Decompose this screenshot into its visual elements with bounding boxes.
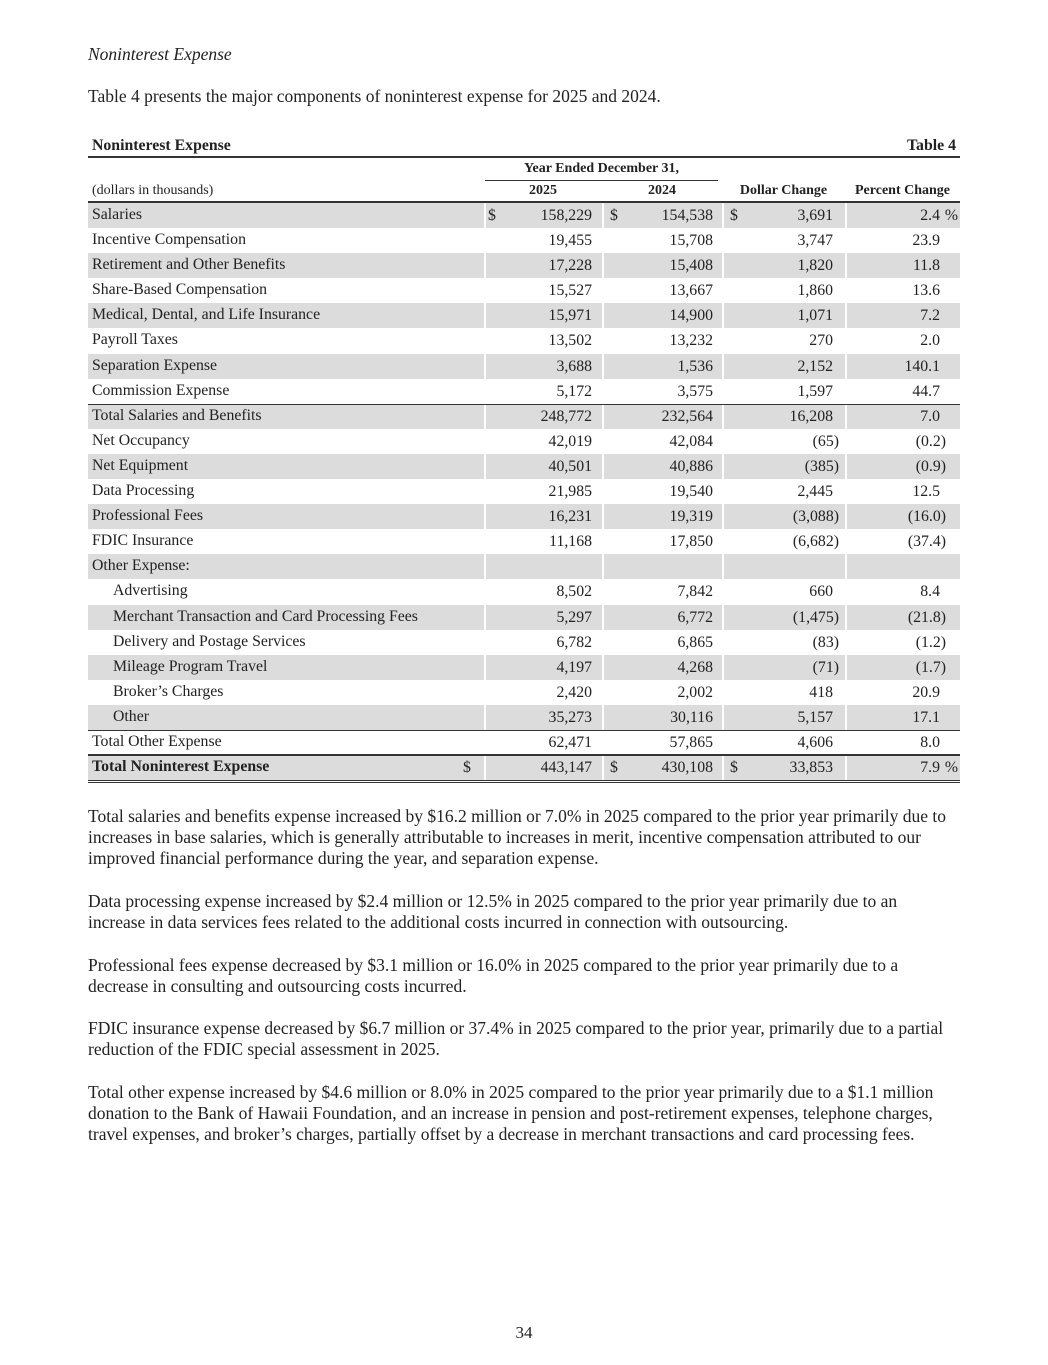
cell-value: (0.2)	[915, 432, 946, 450]
paragraph-data-processing	[88, 891, 946, 933]
currency-symbol: $	[730, 207, 738, 224]
cell-dollar-change	[722, 755, 845, 780]
row-label: Merchant Transaction and Card Processing Fees	[88, 605, 484, 630]
cell-2024	[602, 303, 722, 328]
cell-percent-change	[845, 454, 960, 479]
cell-value: 15,527	[548, 282, 592, 300]
cell-value: (65)	[812, 432, 839, 450]
cell-value: 7.9	[920, 759, 940, 777]
table-subitem-row	[88, 630, 960, 655]
percent-symbol: %	[944, 207, 958, 224]
cell-2024	[602, 354, 722, 379]
row-label: Retirement and Other Benefits	[88, 253, 484, 278]
cell-value: 418	[809, 683, 833, 701]
cell-percent-change	[845, 328, 960, 353]
cell-value: 7.2	[920, 307, 940, 325]
cell-2025	[484, 605, 602, 630]
cell-percent-change	[845, 203, 960, 228]
cell-value: 19,319	[669, 508, 713, 526]
table-subitem-row	[88, 605, 960, 630]
year-ended-header: Year Ended December 31,	[485, 158, 718, 181]
cell-value: 2,152	[797, 357, 833, 375]
body-text	[88, 806, 946, 1167]
row-label: Incentive Compensation	[92, 231, 246, 249]
cell-dollar-change	[722, 479, 845, 504]
cell-value: (16.0)	[907, 508, 946, 526]
cell-value: 15,971	[548, 307, 592, 325]
cell-value: 1,071	[797, 307, 833, 325]
paragraph-line: reduction of the FDIC special assessment in 2025.	[88, 1039, 440, 1060]
cell-value: 42,019	[548, 432, 592, 450]
row-label: Separation Expense	[88, 354, 484, 379]
cell-dollar-change	[722, 680, 845, 705]
cell-dollar-change	[722, 579, 845, 604]
paragraph-line: Total other expense increased by $4.6 million or 8.0% in 2025 compared to the prior year primarily due to a $1.1 million	[88, 1081, 934, 1102]
cell-value: 3,688	[556, 357, 592, 375]
cell-dollar-change	[722, 203, 845, 228]
column-header-percent-change: Percent Change	[855, 183, 950, 198]
cell-value: 17.1	[912, 708, 940, 726]
cell-2025	[484, 379, 602, 404]
table-column-header-row	[88, 181, 960, 203]
cell-dollar-change	[722, 554, 845, 579]
cell-value: (0.9)	[915, 457, 946, 475]
cell-dollar-change	[722, 278, 845, 303]
cell-value: 140.1	[904, 357, 940, 375]
paragraph-line: increases in base salaries, which is generally attributable to increases in merit, incentive compensation attributed to our	[88, 827, 921, 848]
currency-symbol: $	[488, 207, 496, 224]
table-subtotal-row	[88, 404, 960, 429]
cell-value: 62,471	[548, 733, 592, 751]
cell-percent-change	[845, 354, 960, 379]
cell-value: (1,475)	[792, 608, 839, 626]
cell-value: 33,853	[789, 759, 833, 777]
cell-value: 4,197	[556, 658, 592, 676]
paragraph-salaries	[88, 806, 946, 869]
cell-value: (385)	[804, 457, 839, 475]
cell-percent-change	[845, 730, 960, 755]
cell-percent-change	[845, 253, 960, 278]
cell-value: 4,268	[677, 658, 713, 676]
cell-2025	[463, 755, 602, 780]
cell-2024	[602, 630, 722, 655]
cell-2024	[602, 680, 722, 705]
cell-percent-change	[845, 680, 960, 705]
cell-2025	[484, 278, 602, 303]
cell-dollar-change	[722, 379, 845, 404]
paragraph-line: Data processing expense increased by $2.4 million or 12.5% in 2025 compared to the prior year primarily due to an	[88, 890, 898, 911]
cell-value: 40,886	[669, 457, 713, 475]
cell-value: (83)	[812, 633, 839, 651]
cell-2024	[602, 278, 722, 303]
page-number: 34	[515, 1323, 533, 1342]
row-label: Medical, Dental, and Life Insurance	[88, 303, 484, 328]
cell-value: 8,502	[556, 583, 592, 601]
cell-percent-change	[845, 605, 960, 630]
cell-2025	[484, 479, 602, 504]
column-header-2024: 2024	[648, 183, 676, 198]
row-label: Total Other Expense	[92, 732, 222, 750]
cell-2025	[484, 705, 602, 730]
cell-2024	[602, 379, 722, 404]
cell-dollar-change	[722, 228, 845, 253]
cell-2025	[484, 579, 602, 604]
cell-2025	[484, 504, 602, 529]
cell-value: 2.4	[920, 207, 940, 224]
cell-value: 16,231	[548, 508, 592, 526]
table-subtotal-row	[88, 730, 960, 755]
cell-value: 30,116	[670, 708, 713, 726]
currency-symbol: $	[610, 759, 618, 777]
table-row	[88, 429, 960, 454]
paragraph-line: increase in data services fees related to the additional costs incurred in connection with outsourcing.	[88, 912, 789, 933]
table-row	[88, 328, 960, 353]
row-label: Advertising	[113, 582, 188, 600]
cell-2025	[484, 404, 602, 429]
cell-value: 3,747	[797, 232, 833, 250]
intro-text: Table 4 presents the major components of noninterest expense for 2025 and 2024.	[88, 86, 661, 106]
cell-dollar-change	[722, 504, 845, 529]
cell-percent-change	[845, 429, 960, 454]
cell-2024	[602, 479, 722, 504]
cell-value: 7,842	[677, 583, 713, 601]
cell-value: 270	[809, 332, 833, 350]
cell-dollar-change	[722, 630, 845, 655]
column-header-2025: 2025	[529, 183, 557, 198]
cell-2025	[484, 454, 602, 479]
cell-2025	[484, 630, 602, 655]
paragraph-professional-fees	[88, 955, 946, 997]
row-label: Other	[88, 705, 484, 730]
cell-value: 12.5	[912, 483, 940, 501]
cell-value: 6,865	[677, 633, 713, 651]
cell-2025	[484, 253, 602, 278]
cell-value: (21.8)	[907, 608, 946, 626]
cell-value: 1,597	[797, 382, 833, 400]
table-body	[88, 203, 960, 783]
cell-value: 19,455	[548, 232, 592, 250]
cell-2024	[602, 203, 722, 228]
cell-2024	[602, 404, 722, 429]
paragraph-fdic-insurance	[88, 1018, 946, 1060]
table-title-row	[88, 136, 960, 158]
cell-percent-change	[845, 655, 960, 680]
cell-2024	[602, 504, 722, 529]
cell-value: 154,538	[661, 207, 713, 224]
row-label: Payroll Taxes	[92, 331, 178, 349]
cell-value: 21,985	[548, 483, 592, 501]
cell-dollar-change	[722, 354, 845, 379]
table-title: Noninterest Expense	[92, 137, 231, 154]
cell-dollar-change	[722, 655, 845, 680]
cell-2025	[484, 529, 602, 554]
table-row	[88, 379, 960, 404]
cell-value: (1.2)	[915, 633, 946, 651]
cell-dollar-change	[722, 454, 845, 479]
cell-percent-change	[845, 479, 960, 504]
cell-value: 2,445	[797, 483, 833, 501]
row-label: Delivery and Postage Services	[113, 632, 306, 650]
cell-2025	[484, 203, 602, 228]
cell-percent-change	[845, 554, 960, 579]
cell-value: (1.7)	[915, 658, 946, 676]
cell-value: 23.9	[912, 232, 940, 250]
column-header-dollar-change: Dollar Change	[739, 183, 828, 198]
paragraph-line: improved financial performance during the year, and separation expense.	[88, 848, 599, 869]
cell-dollar-change	[722, 529, 845, 554]
table-row	[88, 278, 960, 303]
cell-value: 11.8	[912, 257, 940, 275]
table-group-header-row	[88, 158, 960, 181]
cell-dollar-change	[722, 605, 845, 630]
cell-percent-change	[845, 278, 960, 303]
currency-symbol: $	[463, 759, 471, 777]
paragraph-other-expense	[88, 1082, 946, 1145]
cell-dollar-change	[722, 705, 845, 730]
cell-value: 443,147	[540, 759, 592, 777]
cell-value: 3,691	[797, 207, 833, 224]
cell-value: 19,540	[669, 483, 713, 501]
cell-2025	[484, 354, 602, 379]
cell-percent-change	[845, 303, 960, 328]
cell-value: 1,820	[797, 257, 833, 275]
row-label: Data Processing	[92, 482, 195, 500]
cell-2024	[602, 605, 722, 630]
cell-2025	[484, 228, 602, 253]
table-row	[88, 228, 960, 253]
cell-2024	[602, 554, 722, 579]
cell-2025	[484, 554, 602, 579]
cell-percent-change	[845, 504, 960, 529]
row-label: Salaries	[88, 203, 484, 228]
cell-value: 17,228	[548, 257, 592, 275]
cell-percent-change	[845, 705, 960, 730]
table-number: Table 4	[906, 137, 956, 154]
row-label: Total Noninterest Expense	[88, 755, 484, 780]
cell-value: 42,084	[669, 432, 713, 450]
cell-value: 2,420	[556, 683, 592, 701]
cell-value: 15,408	[669, 257, 713, 275]
cell-value: 6,782	[556, 633, 592, 651]
cell-dollar-change	[722, 730, 845, 755]
cell-value: 40,501	[548, 457, 592, 475]
cell-value: 13,502	[548, 332, 592, 350]
cell-2025	[484, 328, 602, 353]
cell-2024	[602, 454, 722, 479]
cell-value: 13.6	[912, 282, 940, 300]
cell-value: 17,850	[669, 533, 713, 551]
section-heading: Noninterest Expense	[88, 44, 232, 64]
units-label: (dollars in thousands)	[92, 183, 214, 198]
cell-2024	[602, 730, 722, 755]
cell-2024	[602, 705, 722, 730]
cell-value: 1,860	[797, 282, 833, 300]
row-label: Mileage Program Travel	[88, 655, 484, 680]
paragraph-line: FDIC insurance expense decreased by $6.7 million or 37.4% in 2025 compared to the prior year, primarily due to a partial	[88, 1018, 944, 1039]
cell-value: 57,865	[669, 733, 713, 751]
cell-2024	[602, 328, 722, 353]
cell-value: 13,232	[669, 332, 713, 350]
cell-2024	[602, 228, 722, 253]
row-label: Broker’s Charges	[113, 682, 224, 700]
paragraph-line: travel expenses, and broker’s charges, partially offset by a decrease in merchant transactions and card processing fees.	[88, 1124, 915, 1145]
table-row	[88, 354, 960, 379]
cell-value: 660	[809, 583, 833, 601]
paragraph-line: donation to the Bank of Hawaii Foundation, and an increase in pension and post-retirement expenses, telephone charges,	[88, 1103, 933, 1124]
table-group-row	[88, 554, 960, 579]
paragraph-line: decrease in consulting and outsourcing costs incurred.	[88, 975, 467, 996]
header-spacer	[88, 158, 485, 181]
cell-value: 3,575	[677, 382, 713, 400]
currency-symbol: $	[730, 759, 738, 777]
cell-value: 4,606	[797, 733, 833, 751]
table-row	[88, 504, 960, 529]
table-total-row	[88, 755, 960, 783]
cell-percent-change	[845, 755, 960, 780]
cell-value: (6,682)	[792, 533, 839, 551]
cell-2024	[602, 529, 722, 554]
cell-2025	[484, 303, 602, 328]
table-row	[88, 479, 960, 504]
cell-value: 7.0	[920, 407, 940, 425]
cell-2024	[602, 253, 722, 278]
cell-value: 5,297	[556, 608, 592, 626]
cell-value: 8.4	[920, 583, 940, 601]
cell-value: 14,900	[669, 307, 713, 325]
cell-dollar-change	[722, 303, 845, 328]
cell-value: (71)	[812, 658, 839, 676]
cell-value: 35,273	[548, 708, 592, 726]
cell-value: 158,229	[540, 207, 592, 224]
paragraph-line: Total salaries and benefits expense increased by $16.2 million or 7.0% in 2025 compared to the prior year primarily due to	[88, 806, 946, 826]
cell-value: 232,564	[661, 407, 713, 425]
table-row	[88, 203, 960, 228]
row-label: Commission Expense	[92, 381, 230, 399]
cell-dollar-change	[722, 253, 845, 278]
table-row	[88, 303, 960, 328]
cell-dollar-change	[722, 429, 845, 454]
noninterest-expense-table	[88, 136, 960, 783]
cell-2024	[602, 429, 722, 454]
cell-2025	[484, 429, 602, 454]
table-row	[88, 529, 960, 554]
paragraph-line: Professional fees expense decreased by $3.1 million or 16.0% in 2025 compared to the prior year primarily due to a	[88, 954, 899, 975]
cell-2024	[602, 579, 722, 604]
cell-value: 15,708	[669, 232, 713, 250]
cell-value: 8.0	[920, 733, 940, 751]
currency-symbol: $	[610, 207, 618, 224]
percent-symbol: %	[944, 759, 958, 777]
cell-percent-change	[845, 379, 960, 404]
cell-value: 5,172	[556, 382, 592, 400]
table-subitem-row	[88, 655, 960, 680]
cell-dollar-change	[722, 404, 845, 429]
cell-value: 6,772	[677, 608, 713, 626]
cell-2025	[484, 680, 602, 705]
cell-value: (37.4)	[907, 533, 946, 551]
row-label: Professional Fees	[88, 504, 484, 529]
cell-percent-change	[845, 529, 960, 554]
table-row	[88, 454, 960, 479]
cell-2024	[602, 755, 722, 780]
row-label: FDIC Insurance	[92, 532, 194, 550]
cell-value: 16,208	[789, 407, 833, 425]
row-label: Share-Based Compensation	[92, 281, 268, 299]
cell-2024	[602, 655, 722, 680]
cell-value: 430,108	[661, 759, 713, 777]
cell-value: 11,168	[549, 533, 592, 551]
table-subitem-row	[88, 680, 960, 705]
cell-percent-change	[845, 228, 960, 253]
table-subitem-row	[88, 705, 960, 730]
cell-2025	[484, 730, 602, 755]
row-label: Net Equipment	[88, 454, 484, 479]
row-label: Net Occupancy	[92, 431, 190, 449]
cell-value: 5,157	[797, 708, 833, 726]
cell-value: 20.9	[912, 683, 940, 701]
cell-value: 44.7	[912, 382, 940, 400]
cell-value: (3,088)	[792, 508, 839, 526]
cell-value: 2.0	[920, 332, 940, 350]
table-subitem-row	[88, 579, 960, 604]
cell-value: 248,772	[540, 407, 592, 425]
cell-percent-change	[845, 579, 960, 604]
cell-dollar-change	[722, 328, 845, 353]
row-label: Total Salaries and Benefits	[88, 404, 484, 429]
cell-value: 13,667	[669, 282, 713, 300]
cell-value: 1,536	[677, 357, 713, 375]
cell-2025	[484, 655, 602, 680]
table-row	[88, 253, 960, 278]
cell-percent-change	[845, 630, 960, 655]
row-label: Other Expense:	[88, 554, 484, 579]
cell-value: 2,002	[677, 683, 713, 701]
cell-percent-change	[845, 404, 960, 429]
